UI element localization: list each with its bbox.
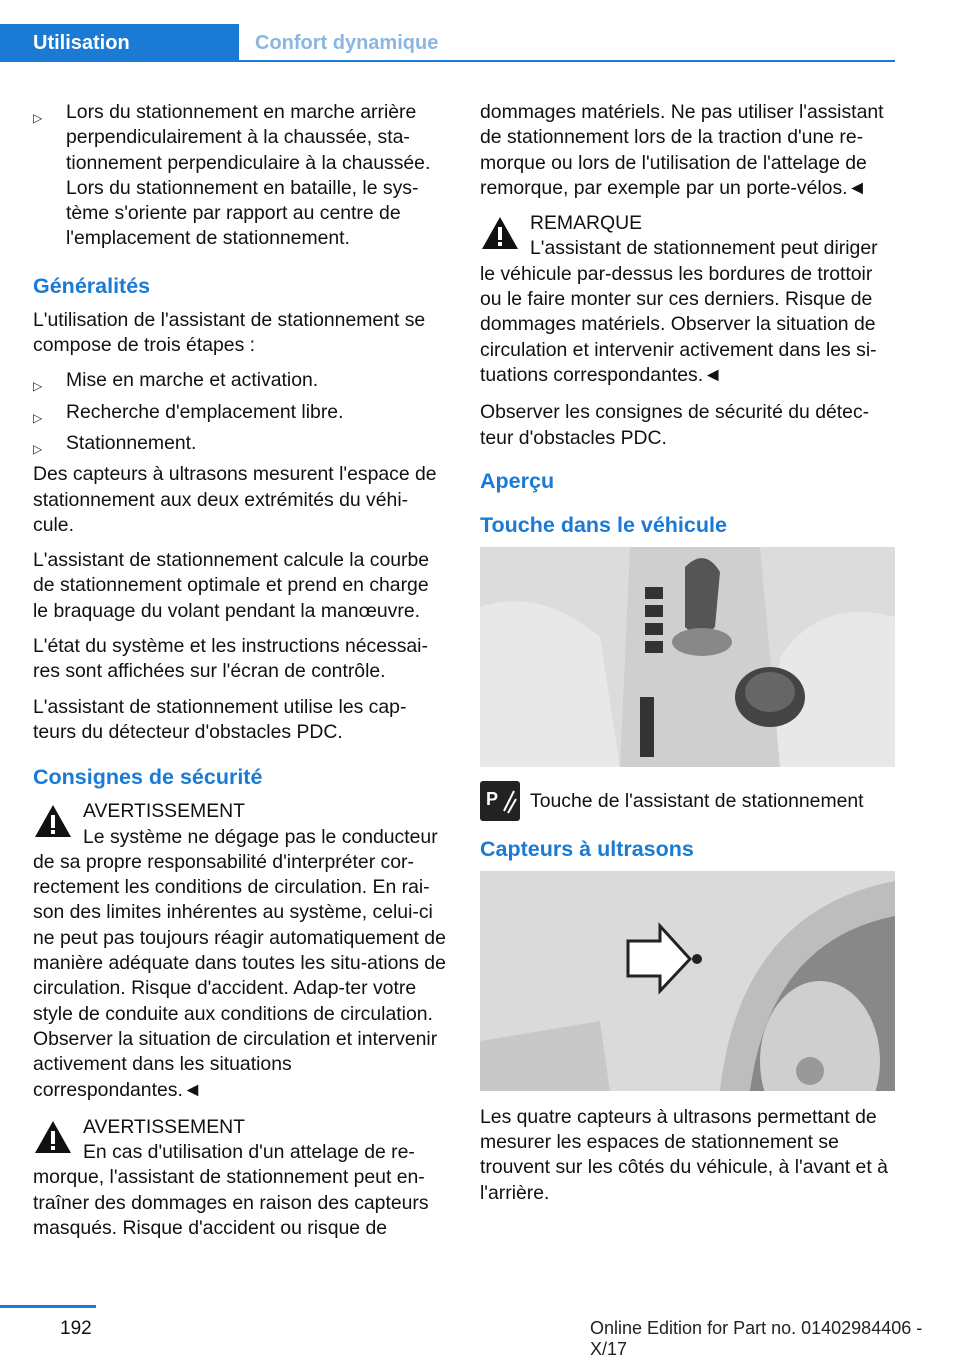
- paragraph: Observer les consignes de sécurité du détec-teur d'obstacles PDC.: [480, 401, 870, 449]
- heading-touche: Touche dans le véhicule: [480, 512, 727, 537]
- triangle-bullet-icon: ▷: [33, 441, 43, 456]
- warning-block: [33, 799, 448, 1103]
- note-text: L'assistant de stationnement peut diriger le véhicule par-dessus les bordures de trottoir ou le faire monter sur ces derniers. Risque de dommages matériels. Observer la situation de circulation et intervenir activement dans les si-tuations correspondantes.◄: [480, 237, 878, 386]
- warning-heading: AVERTISSEMENT: [83, 1115, 245, 1138]
- tab-confort-dynamique[interactable]: Confort dynamique: [255, 32, 439, 54]
- bullet-text: Lors du stationnement en marche arrière perpendiculairement à la chaussée, sta-tionnement perpendiculaire à la chaussée. Lors du stationnement en bataille, le sys-tème s'oriente par rapport au centre de l'emplacement de stationnement.: [66, 101, 431, 250]
- warning-heading: AVERTISSEMENT: [83, 800, 245, 823]
- bullet-text: Mise en marche et activation.: [66, 369, 319, 392]
- paragraph: L'assistant de stationnement utilise les cap-teurs du détecteur d'obstacles PDC.: [33, 695, 407, 743]
- triangle-bullet-icon: ▷: [33, 410, 43, 425]
- heading-generalites: Généralités: [33, 273, 151, 298]
- ultrasonic-sensor-illustration: [480, 871, 895, 1091]
- paragraph: dommages matériels. Ne pas utiliser l'assistant de stationnement lors de la traction d'une re-morque ou lors de l'utilisation de l'attelage de remorque, par exemple par un porte-vélos.◄: [480, 101, 884, 199]
- heading-capteurs: Capteurs à ultrasons: [480, 836, 694, 861]
- triangle-bullet-icon: ▷: [33, 379, 43, 394]
- center-console-illustration: [480, 547, 895, 767]
- paragraph: Des capteurs à ultrasons mesurent l'espace de stationnement aux deux extrémités du véhi-cule.: [33, 463, 437, 536]
- paragraph: L'état du système et les instructions nécessai-res sont affichées sur l'écran de contrôle.: [33, 635, 428, 683]
- page-number: 192: [60, 1318, 92, 1339]
- tab-utilisation[interactable]: Utilisation: [0, 24, 239, 62]
- warning-text: Le système ne dégage pas le conducteur de sa propre responsabilité d'interpréter cor-rectement les conditions de circulation. En rai-son des limites inhérentes au système, celui-ci ne peut pas toujours réagir automatiquement de manière adéquate dans toutes les situ-ations de circulation. Risque d'accident. Adap-ter votre style de conduite aux conditions de circulation. Observer la situation de circulation et intervenir activement dans les situations correspondantes.◄: [33, 825, 446, 1101]
- caption-row: [480, 781, 895, 821]
- note-heading: REMARQUE: [530, 212, 643, 235]
- warning-block: [33, 1115, 448, 1241]
- paragraph: L'assistant de stationnement calcule la courbe de stationnement optimale et prend en charge le braquage du volant pendant la manœuvre.: [33, 549, 430, 622]
- warning-triangle-icon: [480, 215, 520, 251]
- bullet-text: Recherche d'emplacement libre.: [66, 400, 344, 423]
- console-image: [480, 547, 895, 767]
- header-tabs: [0, 24, 895, 62]
- note-block: [480, 211, 895, 388]
- heading-securite: Consignes de sécurité: [33, 765, 263, 790]
- paragraph: L'utilisation de l'assistant de stationnement se compose de trois étapes :: [33, 308, 426, 357]
- list-item: [33, 368, 448, 393]
- bullet-text: Stationnement.: [66, 431, 197, 454]
- sensor-image: [480, 871, 895, 1091]
- left-column: [33, 100, 448, 1253]
- caption-text: Touche de l'assistant de stationnement: [530, 789, 864, 812]
- list-item: [33, 431, 448, 456]
- triangle-bullet-icon: ▷: [33, 111, 43, 125]
- list-item: [33, 400, 448, 425]
- svg-text:P: P: [486, 788, 499, 809]
- paragraph: Les quatre capteurs à ultrasons permettant de mesurer les espaces de stationnement se trouvent sur les côtés du véhicule, à l'avant et à l'arrière.: [480, 1105, 888, 1204]
- warning-triangle-icon: [33, 803, 73, 839]
- footer-divider: [0, 1305, 96, 1308]
- right-column: [480, 100, 895, 1216]
- edition-note: Online Edition for Part no. 01402984406 - X/17: [590, 1318, 923, 1359]
- warning-triangle-icon: [33, 1119, 73, 1155]
- heading-apercu: Aperçu: [480, 468, 555, 493]
- header-divider: [0, 60, 895, 62]
- warning-text: En cas d'utilisation d'un attelage de re-morque, l'assistant de stationnement peut en-traîner des dommages en raison des capteurs masqués. Risque d'accident ou risque de: [33, 1141, 429, 1239]
- list-item: [33, 100, 448, 252]
- park-assist-button-icon: [480, 781, 520, 821]
